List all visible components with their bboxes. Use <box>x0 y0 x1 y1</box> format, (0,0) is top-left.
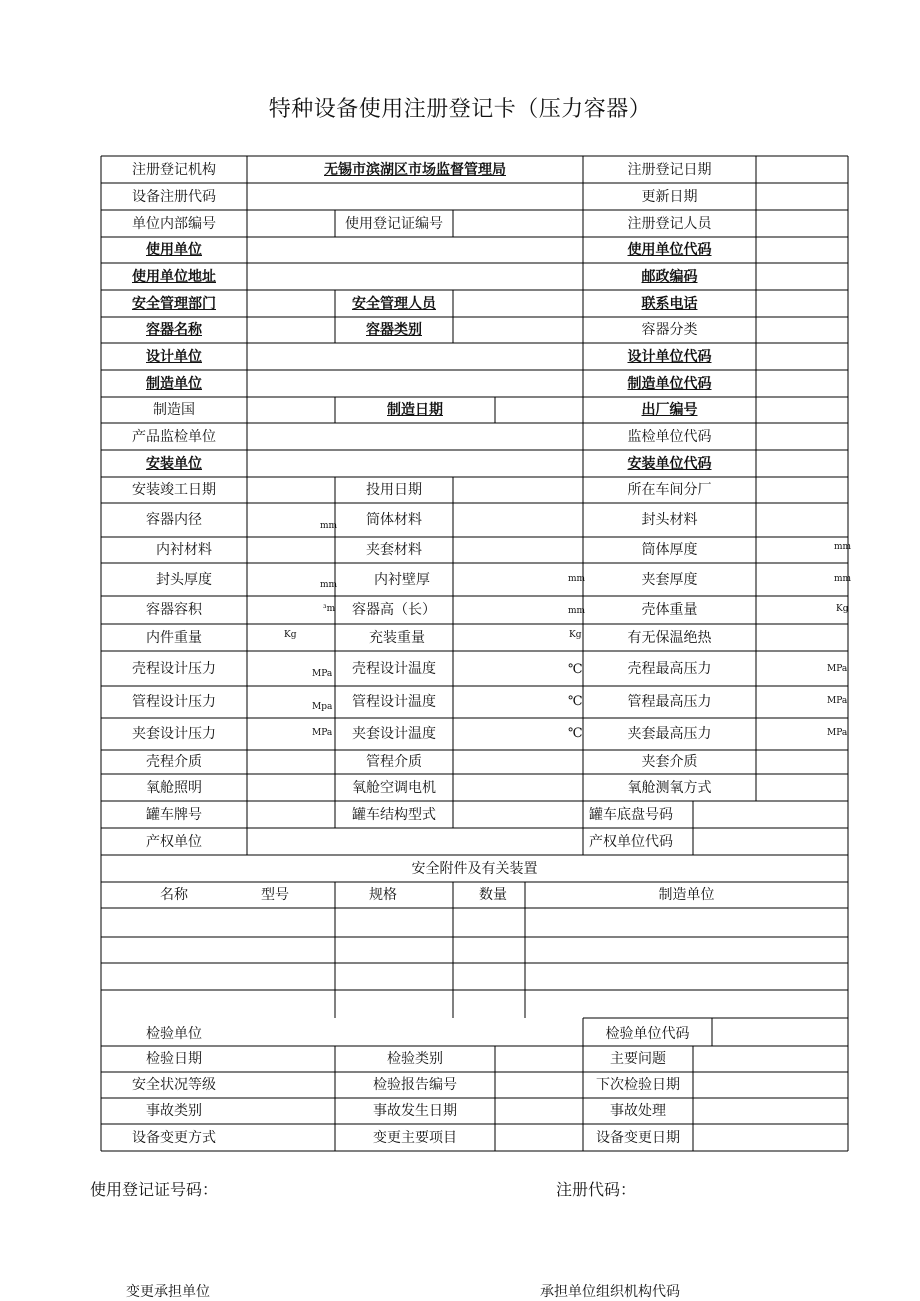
unit-label: MPa <box>827 664 848 674</box>
cell-label: 使用单位 <box>146 242 202 258</box>
cell-label: 氧舱照明 <box>146 780 202 796</box>
cell-label: 内衬材料 <box>156 542 212 558</box>
unit-label: Kg <box>836 604 849 614</box>
cell-label: 设备注册代码 <box>132 189 216 205</box>
cell-label: 壳程设计压力 <box>132 661 216 677</box>
unit-label: MPa <box>827 728 848 738</box>
cell-label: 罐车牌号 <box>146 807 202 823</box>
cell-label: 管程设计温度 <box>352 694 436 710</box>
cell-label: 产品监检单位 <box>132 429 216 445</box>
cell-label: 安全管理人员 <box>352 296 436 312</box>
cell-label: 容器分类 <box>641 322 698 338</box>
cell-label: 检验单位代码 <box>605 1026 690 1042</box>
cell-label: 封头厚度 <box>156 572 212 588</box>
cell-label: 安装竣工日期 <box>132 482 216 498</box>
cell-label: 筒体材料 <box>366 512 422 528</box>
unit-label: ℃ <box>568 726 583 741</box>
cell-label: 变更主要项目 <box>373 1130 457 1146</box>
cell-label: 检验日期 <box>146 1051 202 1067</box>
cell-label: 壳体重量 <box>641 602 698 618</box>
unit-label: mm <box>320 521 338 531</box>
cell-label: 所在车间分厂 <box>627 482 712 498</box>
cell-label: 事故类别 <box>146 1103 202 1119</box>
cell-label: 制造日期 <box>387 402 443 418</box>
cell-label: 夹套最高压力 <box>627 726 712 742</box>
cell-label: 下次检验日期 <box>596 1077 680 1093</box>
unit-label: mm <box>568 574 586 584</box>
unit-label: Mpa <box>312 702 333 712</box>
cell-label: 设备变更日期 <box>596 1130 680 1146</box>
unit-label: MPa <box>827 696 848 706</box>
org-code-label: 承担单位组织机构代码 <box>540 1284 680 1300</box>
cell-label: 制造单位代码 <box>627 376 712 392</box>
cell-label: 制造国 <box>153 402 195 418</box>
cell-label: 监检单位代码 <box>627 429 712 445</box>
cell-label: 产权单位 <box>146 834 202 850</box>
cell-label: 安全附件及有关装置 <box>411 861 538 877</box>
cell-label: 检验单位 <box>146 1026 202 1042</box>
cell-label: 单位内部编号 <box>132 216 216 232</box>
unit-label: Kg <box>284 630 297 640</box>
cell-label: 夹套设计温度 <box>352 726 436 742</box>
cell-label: 夹套设计压力 <box>132 726 216 742</box>
cell-label: 容器高（长） <box>352 602 436 618</box>
cell-label: 管程介质 <box>366 754 422 770</box>
cell-label: 名称 <box>160 887 188 903</box>
cell-label: 氧舱空调电机 <box>352 780 436 796</box>
cell-label: 联系电话 <box>641 296 698 312</box>
cell-label: 壳程最高压力 <box>627 661 712 677</box>
cell-label: 夹套介质 <box>641 754 698 770</box>
cell-label: 设备变更方式 <box>132 1130 216 1146</box>
cell-label: 注册登记日期 <box>627 162 712 178</box>
cell-label: 氧舱测氧方式 <box>627 780 712 796</box>
cell-label: 事故处理 <box>610 1103 666 1119</box>
cell-label: 容器类别 <box>366 322 422 338</box>
cell-label: 封头材料 <box>641 512 698 528</box>
cell-label: 型号 <box>261 887 289 903</box>
cell-label: 夹套材料 <box>366 542 422 558</box>
cell-label: 注册登记机构 <box>132 162 216 178</box>
cell-label: 壳程介质 <box>146 754 202 770</box>
cell-label: 安全管理部门 <box>132 296 216 312</box>
cell-label: 数量 <box>479 887 507 903</box>
cell-label: 安装单位 <box>146 456 202 472</box>
cell-label: 使用单位代码 <box>627 242 712 258</box>
page-title: 特种设备使用注册登记卡（压力容器） <box>268 97 652 122</box>
unit-label: mm <box>834 542 852 552</box>
cell-label: 使用单位地址 <box>132 269 216 285</box>
cell-label: 罐车结构型式 <box>352 807 436 823</box>
reg-cert-no-label: 使用登记证号码： <box>90 1180 219 1199</box>
cell-label: 内衬壁厚 <box>374 572 430 588</box>
cell-label: 邮政编码 <box>641 269 698 285</box>
cell-label: 有无保温绝热 <box>627 630 712 646</box>
cell-label: 制造单位 <box>658 887 715 903</box>
cell-label: 容器内径 <box>146 512 202 528</box>
cell-label: 设计单位 <box>146 349 202 365</box>
unit-label: mm <box>834 574 852 584</box>
cell-label: 设计单位代码 <box>627 349 712 365</box>
cell-label: 安全状况等级 <box>132 1077 216 1093</box>
cell-label: 投用日期 <box>366 482 422 498</box>
unit-label: Kg <box>569 630 582 640</box>
cell-label: 壳程设计温度 <box>352 661 436 677</box>
unit-label: ℃ <box>568 694 583 709</box>
cell-label: 主要问题 <box>610 1051 666 1067</box>
unit-label: ³m <box>323 604 336 614</box>
cell-label: 内件重量 <box>146 630 202 646</box>
unit-label: mm <box>568 606 586 616</box>
unit-label: MPa <box>312 669 333 679</box>
cell-label: 容器名称 <box>146 322 202 338</box>
cell-label: 注册登记人员 <box>627 216 712 232</box>
cell-label: 检验类别 <box>387 1051 443 1067</box>
cell-label: 罐车底盘号码 <box>589 807 673 823</box>
cell-label: 无锡市滨湖区市场监督管理局 <box>324 162 506 178</box>
cell-label: 管程设计压力 <box>132 694 216 710</box>
cell-label: 使用登记证编号 <box>345 216 443 232</box>
cell-label: 充装重量 <box>369 630 425 646</box>
cell-label: 管程最高压力 <box>627 694 712 710</box>
cell-label: 事故发生日期 <box>373 1103 457 1119</box>
reg-code-label: 注册代码： <box>556 1180 637 1199</box>
cell-label: 规格 <box>369 887 397 903</box>
unit-label: MPa <box>312 728 333 738</box>
unit-label: mm <box>320 580 338 590</box>
cell-label: 夹套厚度 <box>641 572 698 588</box>
cell-label: 容器容积 <box>146 602 202 618</box>
cell-label: 筒体厚度 <box>641 542 698 558</box>
cell-label: 出厂编号 <box>641 402 698 418</box>
cell-label: 安装单位代码 <box>627 456 712 472</box>
cell-label: 更新日期 <box>641 189 698 205</box>
cell-label: 产权单位代码 <box>589 834 673 850</box>
cell-label: 制造单位 <box>146 376 202 392</box>
unit-label: ℃ <box>568 662 583 677</box>
cell-label: 检验报告编号 <box>373 1077 457 1093</box>
change-unit-label: 变更承担单位 <box>126 1284 210 1300</box>
